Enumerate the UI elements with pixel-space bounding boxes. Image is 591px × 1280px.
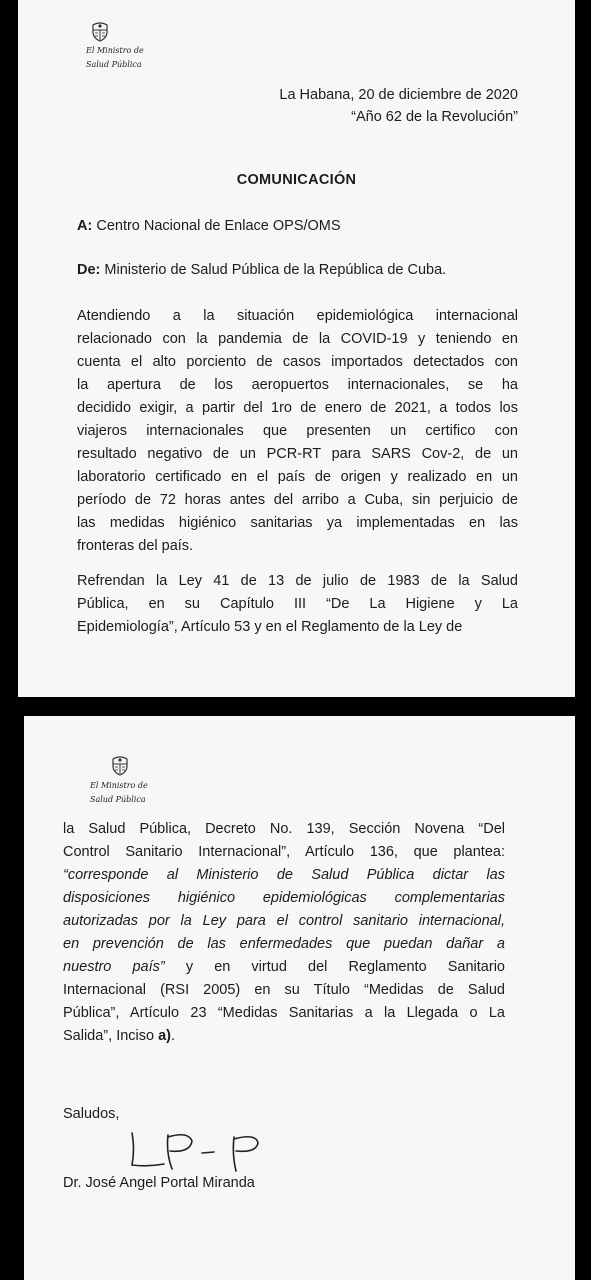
quoted-text: autorizadas por la Ley para el control sanitario internacional,	[63, 913, 505, 929]
text-line: cuenta el alto porciento de casos importados detectados con	[77, 354, 518, 370]
bold-text: a)	[158, 1028, 172, 1044]
text-line	[63, 979, 505, 1002]
text-line	[63, 956, 505, 979]
date-line: La Habana, 20 de diciembre de 2020	[279, 87, 518, 103]
text-line	[63, 818, 505, 841]
letterhead-line2: Salud Pública	[90, 795, 146, 804]
text-line: las medidas higiénico sanitarias ya implementadas en las	[77, 515, 518, 531]
date-block	[279, 84, 518, 128]
text-line: decidido exigir, a partir del 1ro de enero de 2021, a todos los	[77, 400, 518, 416]
from-label: De:	[77, 262, 101, 278]
to-value: Centro Nacional de Enlace OPS/OMS	[96, 218, 341, 234]
plain-text: Internacional (RSI 2005) en su Título “Medidas de Salud	[63, 982, 505, 998]
recipient-line	[77, 218, 341, 234]
handwritten-signature	[126, 1127, 271, 1182]
letter-page-1	[18, 0, 575, 697]
paragraph-1	[77, 305, 518, 558]
text-line	[63, 887, 505, 910]
plain-text: y en virtud del Reglamento Sanitario	[164, 959, 505, 975]
from-value: Ministerio de Salud Pública de la República de Cuba.	[104, 262, 447, 278]
quoted-text: nuestro país”	[63, 959, 165, 975]
plain-text: la Salud Pública, Decreto No. 139, Sección Novena “Del	[63, 821, 505, 837]
plain-text: Control Sanitario Internacional”, Artículo 136, que plantea:	[63, 844, 505, 860]
paragraph-2	[77, 570, 518, 639]
coat-of-arms-icon	[109, 756, 131, 776]
quoted-text: disposiciones higiénico epidemiológicas complementarias	[63, 890, 505, 906]
text-line: Atendiendo a la situación epidemiológica internacional	[77, 308, 518, 324]
plain-text: Salida”, Inciso	[63, 1028, 159, 1044]
text-line: laboratorio certificado en el país de origen y realizado en un	[77, 469, 518, 485]
text-line: relacionado con la pandemia de la COVID-19 y teniendo en	[77, 331, 518, 347]
text-line: Pública, en su Capítulo III “De La Higiene y La	[77, 596, 518, 612]
text-line: la apertura de los aeropuertos internacionales, se ha	[77, 377, 518, 393]
paragraph-3	[63, 818, 505, 1048]
letterhead-line1: El Ministro de	[90, 781, 148, 790]
text-line	[63, 910, 505, 933]
coat-of-arms-icon	[89, 22, 111, 42]
letterhead-line2: Salud Pública	[86, 60, 142, 69]
text-line: fronteras del país.	[77, 538, 194, 554]
text-line: Epidemiología”, Artículo 53 y en el Reglamento de la Ley de	[77, 619, 463, 635]
signer-name: Dr. José Angel Portal Miranda	[63, 1175, 255, 1191]
sender-line	[77, 262, 446, 278]
text-line: Refrendan la Ley 41 de 13 de julio de 1983 de la Salud	[77, 573, 518, 589]
quoted-text: en prevención de las enfermedades que puedan dañar a	[63, 936, 505, 952]
text-line	[63, 864, 505, 887]
to-label: A:	[77, 218, 93, 234]
quoted-text: “corresponde al Ministerio de Salud Pública dictar las	[63, 867, 505, 883]
salutation: Saludos,	[63, 1106, 120, 1122]
ministry-letterhead	[90, 779, 148, 807]
text-line: viajeros internacionales que presenten un certifico con	[77, 423, 518, 439]
text-line: resultado negativo de un PCR-RT para SARS Cov-2, de un	[77, 446, 518, 462]
plain-text: Pública”, Artículo 23 “Medidas Sanitarias a la Llegada o La	[63, 1005, 505, 1021]
text-line	[63, 841, 505, 864]
text-line: Salida”, Inciso a).	[63, 1028, 176, 1044]
document-title: COMUNICACIÓN	[236, 172, 357, 188]
ministry-letterhead	[86, 44, 144, 72]
text-line: período de 72 horas antes del arribo a Cuba, sin perjuicio de	[77, 492, 518, 508]
text-line	[63, 933, 505, 956]
letterhead-line1: El Ministro de	[86, 46, 144, 55]
text-line	[63, 1002, 505, 1025]
year-line: “Año 62 de la Revolución”	[351, 109, 518, 125]
